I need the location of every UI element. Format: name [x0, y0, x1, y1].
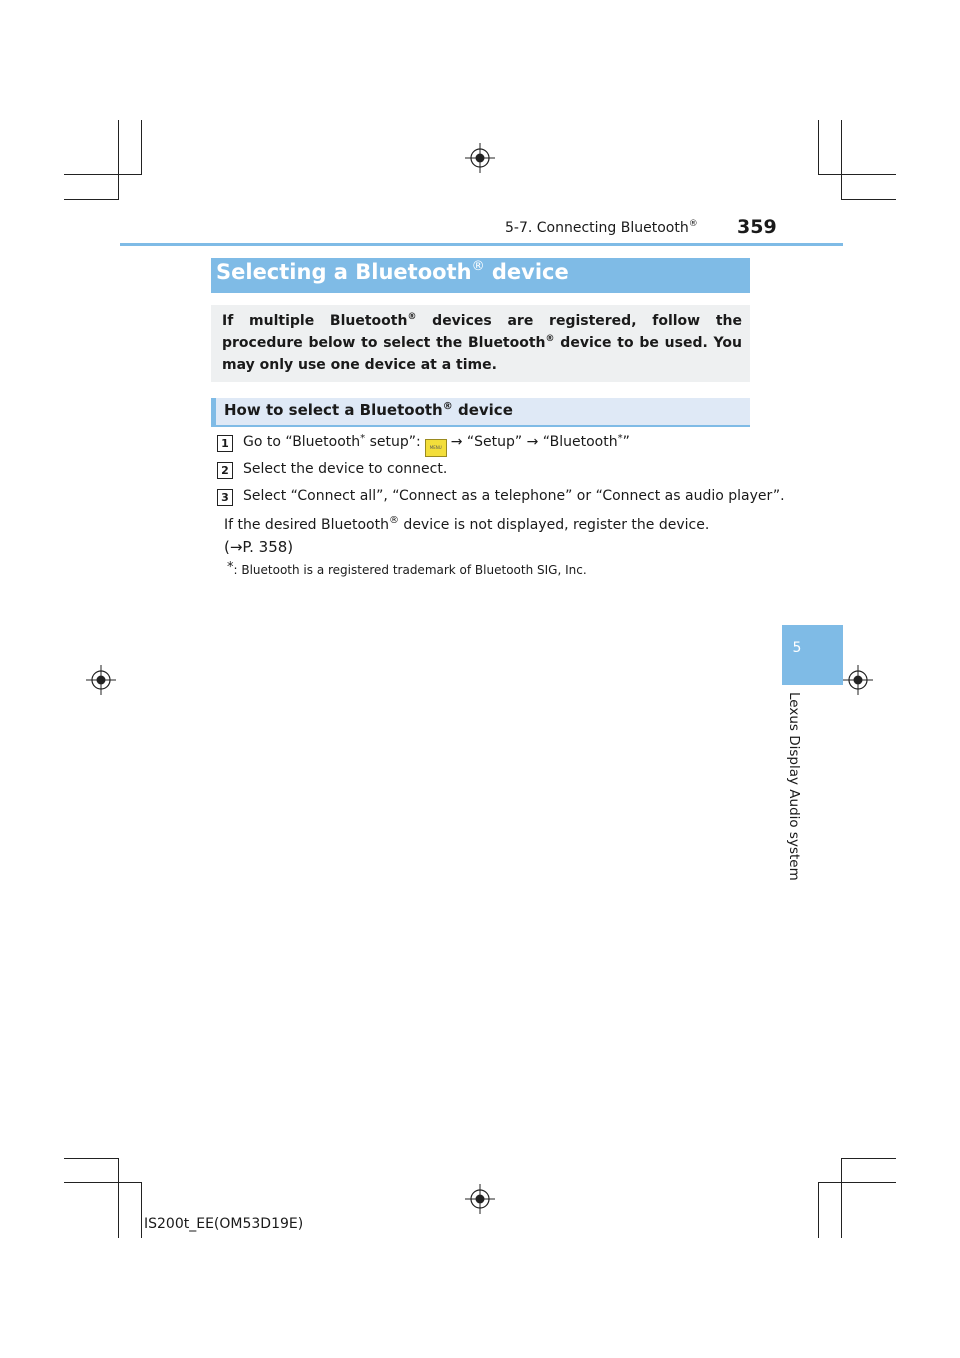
step-number: 1	[217, 435, 233, 452]
chapter-number: 5	[792, 640, 802, 656]
crop-mark	[841, 120, 842, 200]
crop-mark	[841, 199, 896, 200]
header-rule	[120, 243, 843, 246]
crop-mark	[818, 174, 896, 175]
step-text: Go to “Bluetooth* setup”: MENU → “Setup” → “Bluetooth*”	[243, 434, 630, 457]
step-text: Select “Connect all”, “Connect as a telephone” or “Connect as audio player”.	[243, 488, 785, 504]
crop-mark	[118, 120, 119, 200]
menu-button-icon: MENU	[425, 439, 447, 457]
crop-mark	[118, 1158, 119, 1238]
registration-mark-icon	[86, 665, 116, 695]
subsection-title: How to select a Bluetooth® device	[224, 401, 513, 419]
crop-mark	[141, 120, 142, 175]
registration-mark-icon	[465, 143, 495, 173]
crop-mark	[64, 1182, 142, 1183]
chapter-label: Lexus Display Audio system	[786, 692, 802, 881]
crop-mark	[64, 174, 142, 175]
crop-mark	[64, 199, 119, 200]
document-code: IS200t_EE(OM53D19E)	[144, 1216, 304, 1232]
registration-mark-icon	[465, 1184, 495, 1214]
step-number: 3	[217, 489, 233, 506]
crop-mark	[818, 1182, 896, 1183]
registration-mark-icon	[843, 665, 873, 695]
page-number: 359	[737, 216, 777, 238]
step-number: 2	[217, 462, 233, 479]
crop-mark	[818, 1182, 819, 1238]
subsection-underline	[211, 425, 750, 427]
step-text: Select the device to connect.	[243, 461, 448, 477]
footnote: *: Bluetooth is a registered trademark of Bluetooth SIG, Inc.	[227, 560, 587, 577]
crop-mark	[841, 1158, 896, 1159]
subsection-accent	[211, 398, 216, 425]
page-reference: (→P. 358)	[224, 538, 294, 556]
crop-mark	[64, 1158, 119, 1159]
note-paragraph: If the desired Bluetooth® device is not displayed, register the device. (→P. 358)	[224, 515, 710, 556]
intro-paragraph: If multiple Bluetooth® devices are registered, follow the procedure below to select the Bluetooth® device to be used. You may only use one device at a time.	[222, 312, 742, 373]
page-title: Selecting a Bluetooth® device	[216, 259, 569, 284]
crop-mark	[141, 1182, 142, 1238]
crop-mark	[818, 120, 819, 175]
section-header: 5-7. Connecting Bluetooth®	[505, 219, 698, 236]
crop-mark	[841, 1158, 842, 1238]
